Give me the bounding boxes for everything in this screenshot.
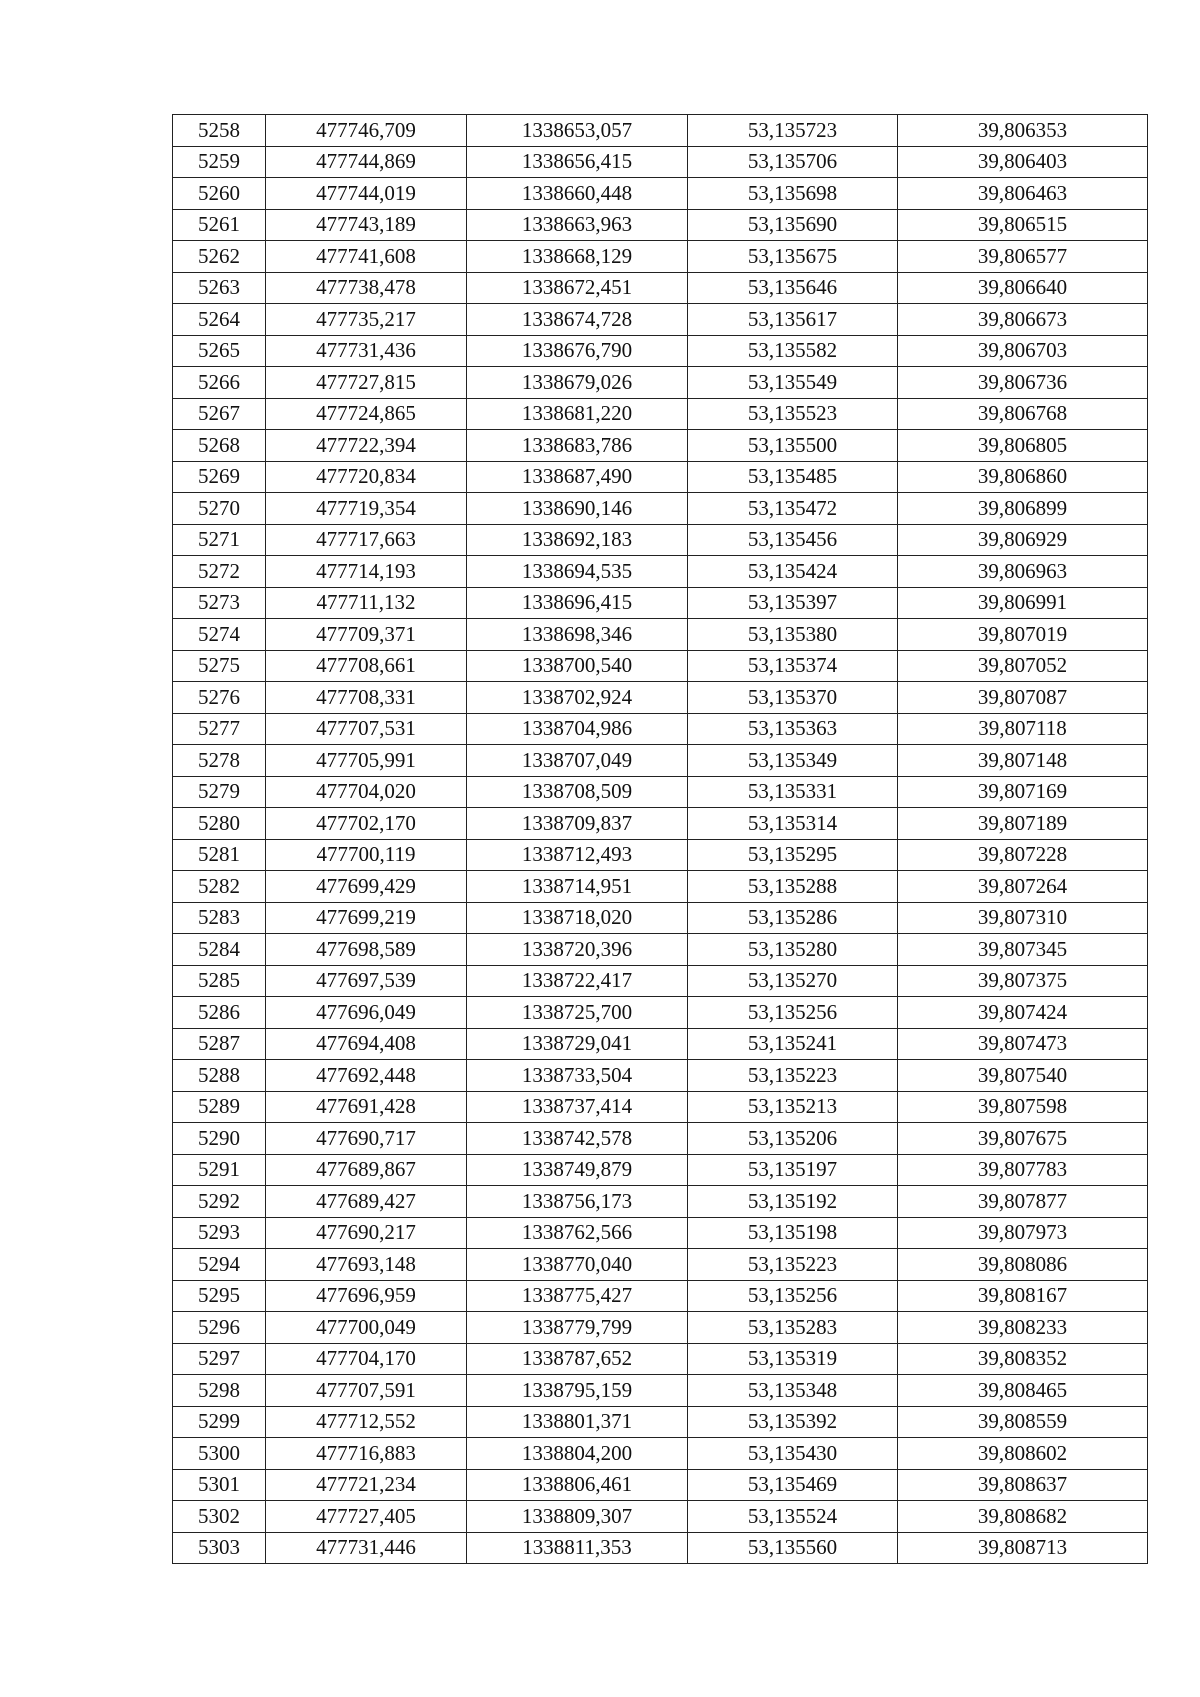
y-coordinate-cell: 1338683,786 xyxy=(467,430,688,462)
point-number-cell: 5272 xyxy=(173,556,266,588)
point-number-cell: 5291 xyxy=(173,1154,266,1186)
latitude-cell: 53,135349 xyxy=(688,745,898,777)
table-row xyxy=(173,1186,1148,1218)
longitude-cell: 39,807424 xyxy=(898,997,1148,1029)
x-coordinate-cell: 477696,959 xyxy=(266,1280,467,1312)
y-coordinate-cell: 1338704,986 xyxy=(467,713,688,745)
table-row xyxy=(173,682,1148,714)
x-coordinate-cell: 477699,429 xyxy=(266,871,467,903)
point-number-cell: 5301 xyxy=(173,1469,266,1501)
x-coordinate-cell: 477690,717 xyxy=(266,1123,467,1155)
y-coordinate-cell: 1338708,509 xyxy=(467,776,688,808)
latitude-cell: 53,135286 xyxy=(688,902,898,934)
point-number-cell: 5299 xyxy=(173,1406,266,1438)
y-coordinate-cell: 1338795,159 xyxy=(467,1375,688,1407)
longitude-cell: 39,806805 xyxy=(898,430,1148,462)
point-number-cell: 5274 xyxy=(173,619,266,651)
latitude-cell: 53,135370 xyxy=(688,682,898,714)
longitude-cell: 39,807052 xyxy=(898,650,1148,682)
y-coordinate-cell: 1338656,415 xyxy=(467,146,688,178)
table-row xyxy=(173,1060,1148,1092)
y-coordinate-cell: 1338770,040 xyxy=(467,1249,688,1281)
y-coordinate-cell: 1338653,057 xyxy=(467,115,688,147)
table-row xyxy=(173,272,1148,304)
y-coordinate-cell: 1338694,535 xyxy=(467,556,688,588)
x-coordinate-cell: 477712,552 xyxy=(266,1406,467,1438)
table-row xyxy=(173,1406,1148,1438)
point-number-cell: 5270 xyxy=(173,493,266,525)
y-coordinate-cell: 1338687,490 xyxy=(467,461,688,493)
x-coordinate-cell: 477699,219 xyxy=(266,902,467,934)
point-number-cell: 5263 xyxy=(173,272,266,304)
point-number-cell: 5269 xyxy=(173,461,266,493)
longitude-cell: 39,807540 xyxy=(898,1060,1148,1092)
latitude-cell: 53,135192 xyxy=(688,1186,898,1218)
y-coordinate-cell: 1338698,346 xyxy=(467,619,688,651)
x-coordinate-cell: 477741,608 xyxy=(266,241,467,273)
table-row xyxy=(173,650,1148,682)
x-coordinate-cell: 477738,478 xyxy=(266,272,467,304)
y-coordinate-cell: 1338663,963 xyxy=(467,209,688,241)
y-coordinate-cell: 1338660,448 xyxy=(467,178,688,210)
x-coordinate-cell: 477700,119 xyxy=(266,839,467,871)
y-coordinate-cell: 1338718,020 xyxy=(467,902,688,934)
latitude-cell: 53,135723 xyxy=(688,115,898,147)
latitude-cell: 53,135331 xyxy=(688,776,898,808)
longitude-cell: 39,808352 xyxy=(898,1343,1148,1375)
table-row xyxy=(173,619,1148,651)
latitude-cell: 53,135223 xyxy=(688,1249,898,1281)
longitude-cell: 39,807310 xyxy=(898,902,1148,934)
longitude-cell: 39,808233 xyxy=(898,1312,1148,1344)
latitude-cell: 53,135698 xyxy=(688,178,898,210)
longitude-cell: 39,807345 xyxy=(898,934,1148,966)
point-number-cell: 5264 xyxy=(173,304,266,336)
point-number-cell: 5265 xyxy=(173,335,266,367)
x-coordinate-cell: 477707,591 xyxy=(266,1375,467,1407)
point-number-cell: 5295 xyxy=(173,1280,266,1312)
x-coordinate-cell: 477714,193 xyxy=(266,556,467,588)
latitude-cell: 53,135560 xyxy=(688,1532,898,1564)
y-coordinate-cell: 1338809,307 xyxy=(467,1501,688,1533)
y-coordinate-cell: 1338700,540 xyxy=(467,650,688,682)
latitude-cell: 53,135646 xyxy=(688,272,898,304)
y-coordinate-cell: 1338804,200 xyxy=(467,1438,688,1470)
x-coordinate-cell: 477735,217 xyxy=(266,304,467,336)
point-number-cell: 5288 xyxy=(173,1060,266,1092)
latitude-cell: 53,135206 xyxy=(688,1123,898,1155)
longitude-cell: 39,806991 xyxy=(898,587,1148,619)
table-row xyxy=(173,839,1148,871)
x-coordinate-cell: 477731,446 xyxy=(266,1532,467,1564)
longitude-cell: 39,806736 xyxy=(898,367,1148,399)
point-number-cell: 5300 xyxy=(173,1438,266,1470)
longitude-cell: 39,808713 xyxy=(898,1532,1148,1564)
longitude-cell: 39,808559 xyxy=(898,1406,1148,1438)
point-number-cell: 5290 xyxy=(173,1123,266,1155)
y-coordinate-cell: 1338742,578 xyxy=(467,1123,688,1155)
latitude-cell: 53,135469 xyxy=(688,1469,898,1501)
longitude-cell: 39,807148 xyxy=(898,745,1148,777)
point-number-cell: 5293 xyxy=(173,1217,266,1249)
y-coordinate-cell: 1338690,146 xyxy=(467,493,688,525)
latitude-cell: 53,135523 xyxy=(688,398,898,430)
point-number-cell: 5281 xyxy=(173,839,266,871)
latitude-cell: 53,135283 xyxy=(688,1312,898,1344)
latitude-cell: 53,135430 xyxy=(688,1438,898,1470)
longitude-cell: 39,806353 xyxy=(898,115,1148,147)
point-number-cell: 5262 xyxy=(173,241,266,273)
latitude-cell: 53,135198 xyxy=(688,1217,898,1249)
y-coordinate-cell: 1338725,700 xyxy=(467,997,688,1029)
x-coordinate-cell: 477693,148 xyxy=(266,1249,467,1281)
x-coordinate-cell: 477717,663 xyxy=(266,524,467,556)
y-coordinate-cell: 1338702,924 xyxy=(467,682,688,714)
y-coordinate-cell: 1338720,396 xyxy=(467,934,688,966)
y-coordinate-cell: 1338676,790 xyxy=(467,335,688,367)
longitude-cell: 39,806929 xyxy=(898,524,1148,556)
point-number-cell: 5302 xyxy=(173,1501,266,1533)
y-coordinate-cell: 1338722,417 xyxy=(467,965,688,997)
longitude-cell: 39,807189 xyxy=(898,808,1148,840)
y-coordinate-cell: 1338681,220 xyxy=(467,398,688,430)
y-coordinate-cell: 1338801,371 xyxy=(467,1406,688,1438)
point-number-cell: 5285 xyxy=(173,965,266,997)
y-coordinate-cell: 1338787,652 xyxy=(467,1343,688,1375)
coordinates-table xyxy=(172,114,1148,1564)
longitude-cell: 39,808602 xyxy=(898,1438,1148,1470)
longitude-cell: 39,807264 xyxy=(898,871,1148,903)
x-coordinate-cell: 477692,448 xyxy=(266,1060,467,1092)
y-coordinate-cell: 1338709,837 xyxy=(467,808,688,840)
x-coordinate-cell: 477694,408 xyxy=(266,1028,467,1060)
latitude-cell: 53,135197 xyxy=(688,1154,898,1186)
y-coordinate-cell: 1338806,461 xyxy=(467,1469,688,1501)
table-row xyxy=(173,1532,1148,1564)
x-coordinate-cell: 477719,354 xyxy=(266,493,467,525)
table-row xyxy=(173,398,1148,430)
x-coordinate-cell: 477705,991 xyxy=(266,745,467,777)
table-row xyxy=(173,1312,1148,1344)
point-number-cell: 5266 xyxy=(173,367,266,399)
latitude-cell: 53,135524 xyxy=(688,1501,898,1533)
x-coordinate-cell: 477691,428 xyxy=(266,1091,467,1123)
y-coordinate-cell: 1338668,129 xyxy=(467,241,688,273)
table-row xyxy=(173,902,1148,934)
longitude-cell: 39,806703 xyxy=(898,335,1148,367)
longitude-cell: 39,807783 xyxy=(898,1154,1148,1186)
latitude-cell: 53,135270 xyxy=(688,965,898,997)
y-coordinate-cell: 1338733,504 xyxy=(467,1060,688,1092)
latitude-cell: 53,135348 xyxy=(688,1375,898,1407)
point-number-cell: 5276 xyxy=(173,682,266,714)
longitude-cell: 39,808167 xyxy=(898,1280,1148,1312)
point-number-cell: 5289 xyxy=(173,1091,266,1123)
latitude-cell: 53,135582 xyxy=(688,335,898,367)
y-coordinate-cell: 1338729,041 xyxy=(467,1028,688,1060)
table-row xyxy=(173,776,1148,808)
y-coordinate-cell: 1338714,951 xyxy=(467,871,688,903)
point-number-cell: 5267 xyxy=(173,398,266,430)
table-row xyxy=(173,367,1148,399)
latitude-cell: 53,135280 xyxy=(688,934,898,966)
table-row xyxy=(173,430,1148,462)
table-row xyxy=(173,1028,1148,1060)
longitude-cell: 39,808637 xyxy=(898,1469,1148,1501)
latitude-cell: 53,135485 xyxy=(688,461,898,493)
table-row xyxy=(173,1469,1148,1501)
table-row xyxy=(173,556,1148,588)
point-number-cell: 5287 xyxy=(173,1028,266,1060)
x-coordinate-cell: 477743,189 xyxy=(266,209,467,241)
table-row xyxy=(173,1280,1148,1312)
point-number-cell: 5259 xyxy=(173,146,266,178)
point-number-cell: 5303 xyxy=(173,1532,266,1564)
x-coordinate-cell: 477721,234 xyxy=(266,1469,467,1501)
table-row xyxy=(173,997,1148,1029)
table-row xyxy=(173,1123,1148,1155)
x-coordinate-cell: 477722,394 xyxy=(266,430,467,462)
point-number-cell: 5258 xyxy=(173,115,266,147)
latitude-cell: 53,135241 xyxy=(688,1028,898,1060)
y-coordinate-cell: 1338707,049 xyxy=(467,745,688,777)
longitude-cell: 39,806860 xyxy=(898,461,1148,493)
table-row xyxy=(173,146,1148,178)
table-row xyxy=(173,1091,1148,1123)
latitude-cell: 53,135223 xyxy=(688,1060,898,1092)
latitude-cell: 53,135256 xyxy=(688,997,898,1029)
point-number-cell: 5261 xyxy=(173,209,266,241)
latitude-cell: 53,135500 xyxy=(688,430,898,462)
point-number-cell: 5273 xyxy=(173,587,266,619)
x-coordinate-cell: 477689,867 xyxy=(266,1154,467,1186)
latitude-cell: 53,135363 xyxy=(688,713,898,745)
point-number-cell: 5298 xyxy=(173,1375,266,1407)
x-coordinate-cell: 477727,405 xyxy=(266,1501,467,1533)
latitude-cell: 53,135472 xyxy=(688,493,898,525)
table-row xyxy=(173,1343,1148,1375)
y-coordinate-cell: 1338775,427 xyxy=(467,1280,688,1312)
table-row xyxy=(173,209,1148,241)
x-coordinate-cell: 477698,589 xyxy=(266,934,467,966)
table-row xyxy=(173,1438,1148,1470)
y-coordinate-cell: 1338779,799 xyxy=(467,1312,688,1344)
x-coordinate-cell: 477702,170 xyxy=(266,808,467,840)
point-number-cell: 5292 xyxy=(173,1186,266,1218)
x-coordinate-cell: 477711,132 xyxy=(266,587,467,619)
point-number-cell: 5286 xyxy=(173,997,266,1029)
longitude-cell: 39,807169 xyxy=(898,776,1148,808)
latitude-cell: 53,135392 xyxy=(688,1406,898,1438)
y-coordinate-cell: 1338672,451 xyxy=(467,272,688,304)
y-coordinate-cell: 1338674,728 xyxy=(467,304,688,336)
point-number-cell: 5278 xyxy=(173,745,266,777)
longitude-cell: 39,806463 xyxy=(898,178,1148,210)
x-coordinate-cell: 477704,170 xyxy=(266,1343,467,1375)
x-coordinate-cell: 477731,436 xyxy=(266,335,467,367)
latitude-cell: 53,135380 xyxy=(688,619,898,651)
x-coordinate-cell: 477697,539 xyxy=(266,965,467,997)
table-row xyxy=(173,524,1148,556)
table-row xyxy=(173,1375,1148,1407)
point-number-cell: 5294 xyxy=(173,1249,266,1281)
y-coordinate-cell: 1338756,173 xyxy=(467,1186,688,1218)
point-number-cell: 5284 xyxy=(173,934,266,966)
x-coordinate-cell: 477746,709 xyxy=(266,115,467,147)
latitude-cell: 53,135690 xyxy=(688,209,898,241)
longitude-cell: 39,808465 xyxy=(898,1375,1148,1407)
longitude-cell: 39,806515 xyxy=(898,209,1148,241)
table-row xyxy=(173,115,1148,147)
longitude-cell: 39,806640 xyxy=(898,272,1148,304)
latitude-cell: 53,135675 xyxy=(688,241,898,273)
latitude-cell: 53,135256 xyxy=(688,1280,898,1312)
longitude-cell: 39,807228 xyxy=(898,839,1148,871)
table-row xyxy=(173,178,1148,210)
longitude-cell: 39,806403 xyxy=(898,146,1148,178)
x-coordinate-cell: 477704,020 xyxy=(266,776,467,808)
point-number-cell: 5282 xyxy=(173,871,266,903)
longitude-cell: 39,807019 xyxy=(898,619,1148,651)
y-coordinate-cell: 1338712,493 xyxy=(467,839,688,871)
longitude-cell: 39,806963 xyxy=(898,556,1148,588)
latitude-cell: 53,135456 xyxy=(688,524,898,556)
x-coordinate-cell: 477716,883 xyxy=(266,1438,467,1470)
point-number-cell: 5268 xyxy=(173,430,266,462)
x-coordinate-cell: 477696,049 xyxy=(266,997,467,1029)
table-row xyxy=(173,808,1148,840)
table-row xyxy=(173,965,1148,997)
table-row xyxy=(173,335,1148,367)
table-row xyxy=(173,241,1148,273)
longitude-cell: 39,807473 xyxy=(898,1028,1148,1060)
y-coordinate-cell: 1338692,183 xyxy=(467,524,688,556)
y-coordinate-cell: 1338811,353 xyxy=(467,1532,688,1564)
x-coordinate-cell: 477700,049 xyxy=(266,1312,467,1344)
x-coordinate-cell: 477727,815 xyxy=(266,367,467,399)
point-number-cell: 5280 xyxy=(173,808,266,840)
table-row xyxy=(173,587,1148,619)
latitude-cell: 53,135424 xyxy=(688,556,898,588)
table-row xyxy=(173,461,1148,493)
longitude-cell: 39,806577 xyxy=(898,241,1148,273)
x-coordinate-cell: 477720,834 xyxy=(266,461,467,493)
point-number-cell: 5279 xyxy=(173,776,266,808)
x-coordinate-cell: 477707,531 xyxy=(266,713,467,745)
longitude-cell: 39,807675 xyxy=(898,1123,1148,1155)
longitude-cell: 39,807598 xyxy=(898,1091,1148,1123)
latitude-cell: 53,135706 xyxy=(688,146,898,178)
table-row xyxy=(173,934,1148,966)
table-row xyxy=(173,1154,1148,1186)
latitude-cell: 53,135213 xyxy=(688,1091,898,1123)
y-coordinate-cell: 1338679,026 xyxy=(467,367,688,399)
longitude-cell: 39,808682 xyxy=(898,1501,1148,1533)
point-number-cell: 5296 xyxy=(173,1312,266,1344)
latitude-cell: 53,135617 xyxy=(688,304,898,336)
latitude-cell: 53,135549 xyxy=(688,367,898,399)
latitude-cell: 53,135288 xyxy=(688,871,898,903)
longitude-cell: 39,806673 xyxy=(898,304,1148,336)
table-row xyxy=(173,1217,1148,1249)
longitude-cell: 39,807973 xyxy=(898,1217,1148,1249)
latitude-cell: 53,135397 xyxy=(688,587,898,619)
x-coordinate-cell: 477709,371 xyxy=(266,619,467,651)
point-number-cell: 5283 xyxy=(173,902,266,934)
point-number-cell: 5275 xyxy=(173,650,266,682)
table-row xyxy=(173,745,1148,777)
point-number-cell: 5297 xyxy=(173,1343,266,1375)
y-coordinate-cell: 1338762,566 xyxy=(467,1217,688,1249)
latitude-cell: 53,135295 xyxy=(688,839,898,871)
y-coordinate-cell: 1338696,415 xyxy=(467,587,688,619)
longitude-cell: 39,807118 xyxy=(898,713,1148,745)
longitude-cell: 39,806899 xyxy=(898,493,1148,525)
point-number-cell: 5277 xyxy=(173,713,266,745)
x-coordinate-cell: 477724,865 xyxy=(266,398,467,430)
y-coordinate-cell: 1338749,879 xyxy=(467,1154,688,1186)
longitude-cell: 39,807087 xyxy=(898,682,1148,714)
latitude-cell: 53,135319 xyxy=(688,1343,898,1375)
longitude-cell: 39,808086 xyxy=(898,1249,1148,1281)
x-coordinate-cell: 477689,427 xyxy=(266,1186,467,1218)
coordinates-table-body xyxy=(173,115,1148,1564)
latitude-cell: 53,135374 xyxy=(688,650,898,682)
table-row xyxy=(173,871,1148,903)
point-number-cell: 5271 xyxy=(173,524,266,556)
table-row xyxy=(173,1249,1148,1281)
latitude-cell: 53,135314 xyxy=(688,808,898,840)
x-coordinate-cell: 477744,869 xyxy=(266,146,467,178)
x-coordinate-cell: 477744,019 xyxy=(266,178,467,210)
x-coordinate-cell: 477690,217 xyxy=(266,1217,467,1249)
longitude-cell: 39,807877 xyxy=(898,1186,1148,1218)
x-coordinate-cell: 477708,661 xyxy=(266,650,467,682)
point-number-cell: 5260 xyxy=(173,178,266,210)
longitude-cell: 39,807375 xyxy=(898,965,1148,997)
table-row xyxy=(173,493,1148,525)
table-row xyxy=(173,304,1148,336)
longitude-cell: 39,806768 xyxy=(898,398,1148,430)
x-coordinate-cell: 477708,331 xyxy=(266,682,467,714)
table-row xyxy=(173,713,1148,745)
table-row xyxy=(173,1501,1148,1533)
y-coordinate-cell: 1338737,414 xyxy=(467,1091,688,1123)
